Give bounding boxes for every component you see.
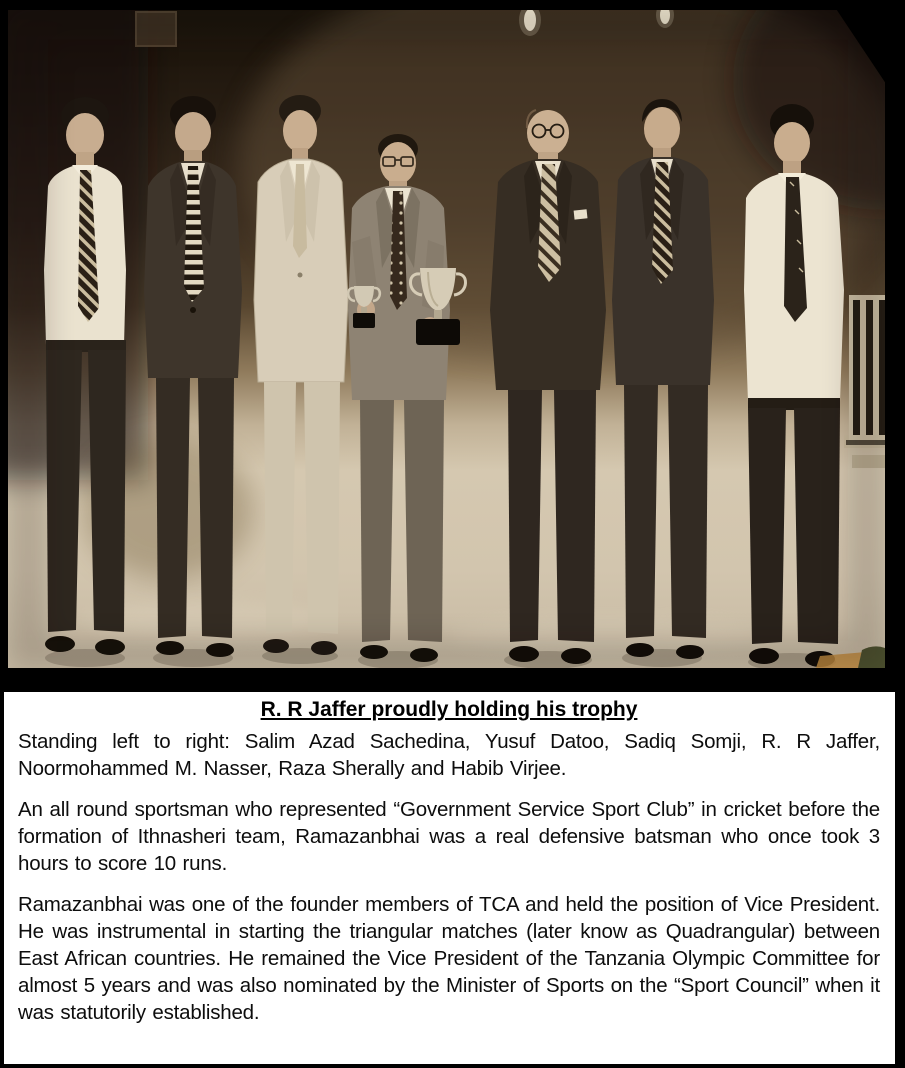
caption-paragraph-tca: Ramazanbhai was one of the founder members of TCA and held the position of Vice President. He was instrumental in starting the triangular matches (later know as Quadrangular) between East African countries. He remained the Vice President of the Tanzania Olympic Committee for almost 5 years and was also nominated by the Minister of Sports on the “Sport Council” when it was statutorily established. [18,893,880,1024]
group-photograph [8,10,885,668]
caption-paragraph-people: Standing left to right: Salim Azad Sachedina, Yusuf Datoo, Sadiq Somji, R. R Jaffer, Noormohammed M. Nasser, Raza Sherally and Habib Virjee. [18,730,880,780]
caption-paragraph-sportsman: An all round sportsman who represented “Government Service Sport Club” in cricket before the formation of Ithnasheri team, Ramazanbhai was a real defensive batsman who once took 3 hours to score 10 runs. [18,798,880,875]
caption-title: R. R Jaffer proudly holding his trophy [260,698,638,721]
caption-box [4,692,895,1064]
